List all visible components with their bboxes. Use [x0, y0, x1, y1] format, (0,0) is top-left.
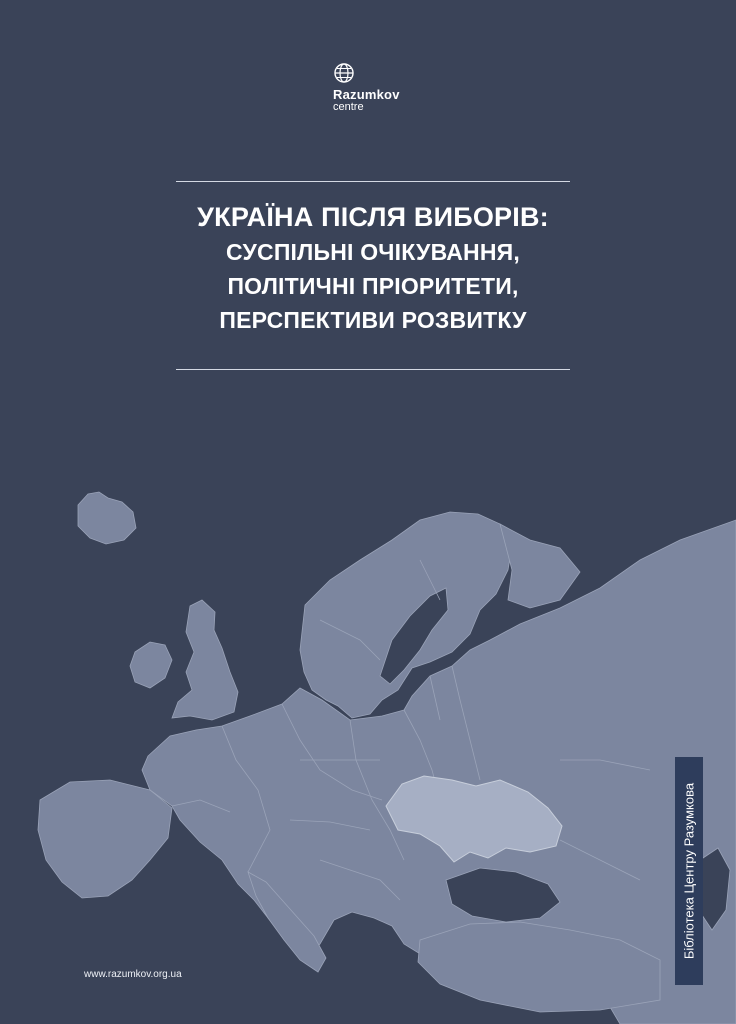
logo-subtitle: centre	[333, 101, 364, 113]
title-line-1: УКРАЇНА ПІСЛЯ ВИБОРІВ:	[197, 202, 549, 232]
globe-icon	[333, 62, 355, 84]
title-top-divider	[176, 181, 570, 182]
report-title	[140, 199, 606, 337]
series-label-text: Бібліотека Центру Разумкова	[681, 782, 697, 960]
logo-name: Razumkov	[333, 87, 400, 102]
website-url: www.razumkov.org.ua	[84, 969, 182, 980]
iceland-shape	[78, 492, 136, 544]
razumkov-logo	[333, 62, 423, 113]
title-bottom-divider	[176, 369, 570, 370]
kola-shape	[500, 524, 580, 608]
title-line-4: ПЕРСПЕКТИВИ РОЗВИТКУ	[219, 307, 527, 333]
title-line-3: ПОЛІТИЧНІ ПРІОРИТЕТИ,	[227, 273, 519, 299]
title-line-2: СУСПІЛЬНІ ОЧІКУВАННЯ,	[226, 239, 520, 265]
series-spine-label	[675, 757, 703, 985]
iberia-shape	[38, 780, 172, 898]
great-britain-shape	[172, 600, 238, 720]
ireland-shape	[130, 642, 172, 688]
